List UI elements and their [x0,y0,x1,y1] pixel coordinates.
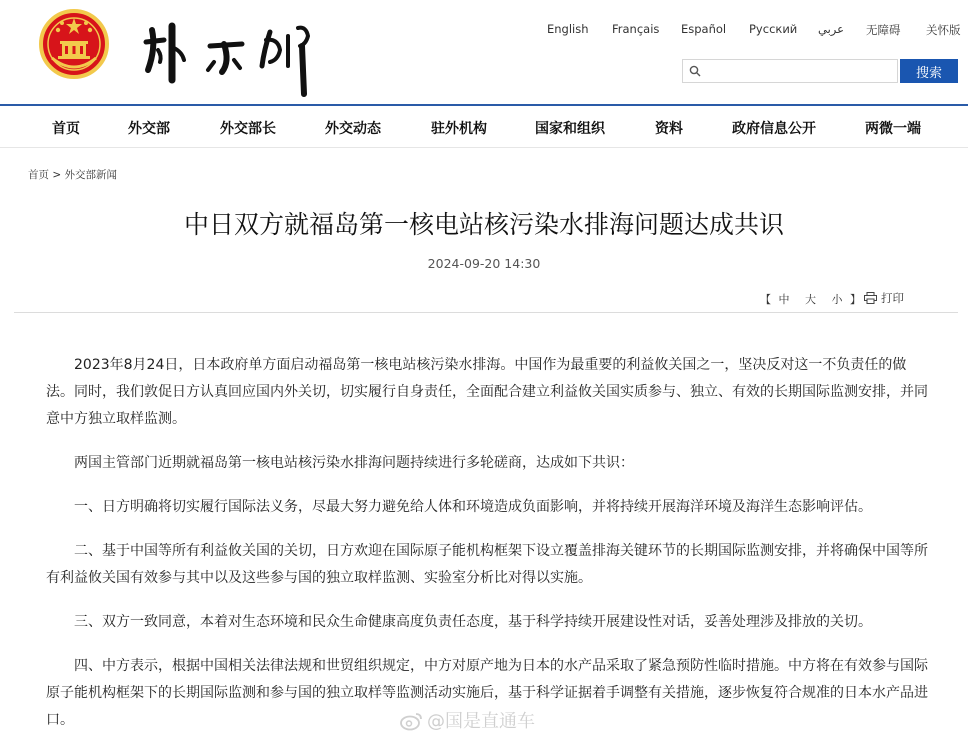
article-paragraph: 两国主管部门近期就福岛第一核电站核污染水排海问题持续进行多轮磋商，达成如下共识： [46,455,634,471]
search-icon [689,65,701,77]
nav-item-resources[interactable]: 资料 [655,121,683,137]
site-header [0,0,968,106]
weibo-icon [400,711,424,731]
font-size-medium-button[interactable]: 中 [778,293,790,306]
breadcrumb-home-link[interactable]: 首页 [28,169,49,181]
national-emblem-icon[interactable] [38,8,110,80]
font-size-controls [760,291,861,307]
lang-russian-link[interactable]: Русский [749,22,798,36]
article-date: 2024-09-20 14:30 [427,256,541,271]
nav-item-foreign-minister[interactable]: 外交部长 [220,121,276,137]
article-paragraph: 三、双方一致同意，本着对生态环境和民众生命健康高度负责任态度，基于科学持续开展建设性对话，妥善处理涉及排放的关切。 [46,614,872,630]
printer-icon [864,292,877,304]
nav-item-diplomatic-news[interactable]: 外交动态 [325,121,381,137]
article-title: 中日双方就福岛第一核电站核污染水排海问题达成共识 [183,210,784,239]
font-size-large-button[interactable]: 大 [805,293,816,306]
nav-item-ministry[interactable]: 外交部 [128,121,170,137]
lang-arabic-link[interactable]: عربي [818,22,844,36]
nav-item-government-info[interactable]: 政府信息公开 [732,121,816,137]
language-switcher [0,22,968,38]
accessibility-link[interactable]: 无障碍 [866,23,901,37]
search-input[interactable] [705,62,893,80]
weibo-watermark [400,707,535,733]
nav-item-home[interactable]: 首页 [52,121,80,137]
lang-spanish-link[interactable]: Español [681,22,727,36]
bracket-open: 【 [760,293,771,306]
lang-english-link[interactable]: English [547,22,589,36]
nav-item-missions-abroad[interactable]: 驻外机构 [431,121,487,137]
print-label: 打印 [881,291,904,305]
article-paragraph: 一、日方明确将切实履行国际法义务，尽最大努力避免给人体和环境造成负面影响，并将持续开展海洋环境及海洋生态影响评估。 [46,499,872,515]
article-paragraph: 2023年8月24日，日本政府单方面启动福岛第一核电站核污染水排海。中国作为最重要的利益攸关国之一，坚决反对这一不负责任的做法。同时，我们敦促日方认真回应国内外关切，切实履行自身责任，全面配合建立利益攸关国实质参与、独立、有效的长期国际监测安排，并同意中方独立取样监测。 [46,357,928,427]
breadcrumb-current-link[interactable]: 外交部新闻 [64,169,117,181]
watermark-text: @国是直通车 [427,711,535,732]
article-body [46,352,932,743]
breadcrumb [28,167,117,182]
elderly-care-version-link[interactable]: 关怀版 [926,23,961,37]
bracket-close: 】 [850,293,861,306]
nav-item-countries-organizations[interactable]: 国家和组织 [535,121,605,137]
header-divider [14,312,958,313]
nav-item-social-media[interactable]: 两微一端 [865,121,921,137]
print-button[interactable] [864,290,904,306]
article-paragraph: 四、中方表示，根据中国相关法律法规和世贸组织规定，中方对原产地为日本的水产品采取了紧急预防性临时措施。中方将在有效参与国际原子能机构框架下的长期国际监测和参与国的独立取样等监测活动实施后，基于科学证据着手调整有关措施，逐步恢复符合规准的日本水产品进口。 [46,658,928,728]
search-button[interactable]: 搜索 [900,59,958,83]
font-size-small-button[interactable]: 小 [831,293,843,306]
lang-french-link[interactable]: Français [612,22,660,36]
main-nav [0,106,968,148]
search-box [682,59,898,83]
breadcrumb-separator: > [49,169,65,181]
article-paragraph: 二、基于中国等所有利益攸关国的关切，日方欢迎在国际原子能机构框架下设立覆盖排海关键环节的长期国际监测安排，并将确保中国等所有利益攸关国有效参与其中以及这些参与国的独立取样监测、实验室分析比对得以实施。 [46,543,928,586]
